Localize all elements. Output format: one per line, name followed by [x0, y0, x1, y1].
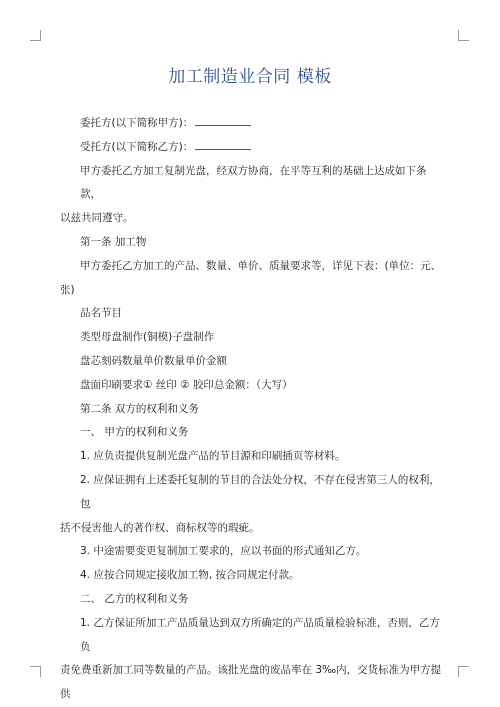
item-fields: 盘芯刻码数量单价数量单价金额 [80, 354, 227, 367]
article-1-line-2: 张) [60, 283, 75, 296]
article-1-title: 第一条 加工物 [80, 235, 147, 248]
clause-a4: 4. 应按合同规定接收加工物, 按合同规定付款。 [80, 569, 300, 582]
party-b-blank [195, 139, 251, 150]
section-b-title: 二、 乙方的权利和义务 [80, 592, 189, 605]
crop-mark-top-left [30, 30, 41, 41]
party-b-label: 受托方(以下简称乙方)： [80, 140, 194, 153]
document-title: 加工制造业合同 模板 [168, 67, 332, 87]
clause-b1-line-1: 1. 乙方保证所加工产品质量达到双方所确定的产品质量检验标准，否则，乙方负 [80, 616, 440, 653]
article-2-title: 第二条 双方的权利和义务 [80, 402, 199, 415]
clause-a3: 3. 中途需要变更复制加工要求的，应以书面的形式通知乙方。 [80, 545, 367, 558]
clause-b1-line-2: 责免费重新加工同等数量的产品。该批光盘的废品率在 3‰内，交货标准为甲方提供 [60, 664, 442, 701]
document-body [60, 112, 445, 707]
item-print: 盘面印刷要求① 丝印 ② 胶印总金额：（大写） [80, 378, 293, 391]
party-a-label: 委托方(以下简称甲方)： [80, 117, 194, 129]
crop-mark-top-right [458, 30, 469, 41]
intro-line-1: 甲方委托乙方加工复制光盘，经双方协商，在平等互利的基础上达成如下条款， [80, 164, 427, 201]
party-b-line [60, 136, 445, 160]
party-a-blank [195, 115, 251, 126]
item-name: 品名节目 [80, 307, 122, 320]
intro-line-2: 以兹共同遵守。 [60, 212, 134, 225]
item-type: 类型母盘制作(铜模)子盘制作 [80, 331, 215, 344]
crop-mark-bottom-left [30, 666, 41, 677]
crop-mark-bottom-right [458, 666, 469, 677]
clause-a2-line-2: 括不侵害他人的著作权、商标权等的瑕疵。 [60, 521, 260, 534]
party-a-line [60, 112, 445, 136]
section-a-title: 一、 甲方的权利和义务 [80, 426, 189, 439]
article-1-line-1: 甲方委托乙方加工的产品、数量、单价、质量要求等，详见下表：(单位：元、 [80, 259, 442, 272]
clause-a1: 1. 应负责提供复制光盘产品的节目源和印刷插页等材料。 [80, 450, 346, 463]
clause-a2-line-1: 2. 应保证拥有上述委托复制的节目的合法处分权，不存在侵害第三人的权利，包 [80, 473, 440, 510]
